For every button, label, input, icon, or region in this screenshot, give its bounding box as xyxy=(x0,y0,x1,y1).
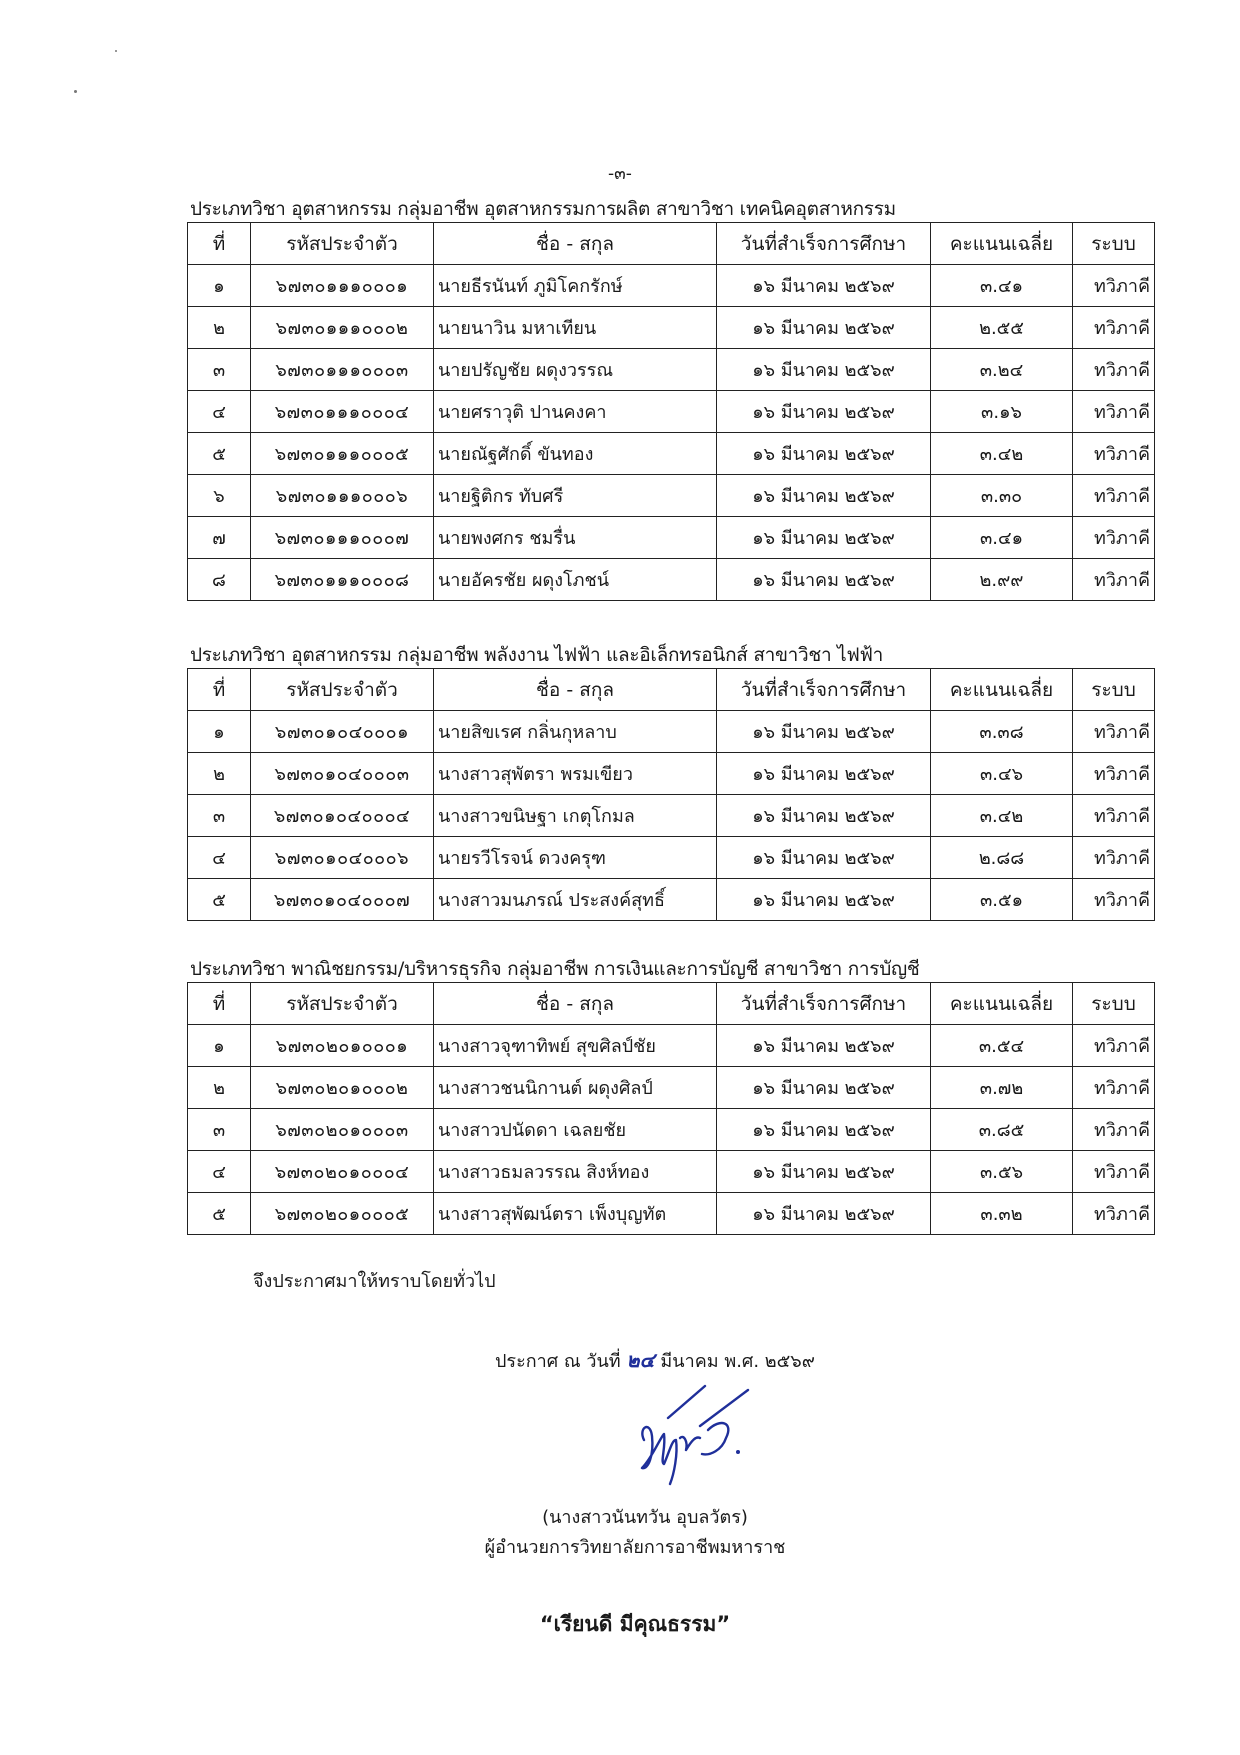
study-system: ทวิภาคี xyxy=(1073,795,1155,837)
signature-dot xyxy=(736,1450,740,1454)
graduation-date: ๑๖ มีนาคม ๒๕๖๙ xyxy=(717,307,931,349)
scan-speck xyxy=(115,50,117,52)
student-name: นางสาวสุพัฒน์ตรา เพ็งบุญทัต xyxy=(434,1193,717,1235)
table-row xyxy=(188,837,1155,879)
table-row xyxy=(188,1193,1155,1235)
signature-stroke xyxy=(702,1423,728,1454)
signature-stroke xyxy=(680,1437,700,1450)
student-id: ๖๗๓๐๑๑๑๐๐๐๕ xyxy=(251,433,434,475)
graduation-date: ๑๖ มีนาคม ๒๕๖๙ xyxy=(717,1067,931,1109)
header-gpa: คะแนนเฉลี่ย xyxy=(931,983,1073,1025)
study-system: ทวิภาคี xyxy=(1073,349,1155,391)
student-name: นางสาวขนิษฐา เกตุโกมล xyxy=(434,795,717,837)
study-system: ทวิภาคี xyxy=(1073,517,1155,559)
header-gpa: คะแนนเฉลี่ย xyxy=(931,223,1073,265)
table-row xyxy=(188,475,1155,517)
gpa-score: ๓.๔๖ xyxy=(931,753,1073,795)
gpa-score: ๓.๔๑ xyxy=(931,517,1073,559)
graduation-date: ๑๖ มีนาคม ๒๕๖๙ xyxy=(717,753,931,795)
study-system: ทวิภาคี xyxy=(1073,265,1155,307)
gpa-score: ๒.๕๕ xyxy=(931,307,1073,349)
row-number: ๑ xyxy=(188,265,251,307)
study-system: ทวิภาคี xyxy=(1073,1109,1155,1151)
graduation-date: ๑๖ มีนาคม ๒๕๖๙ xyxy=(717,711,931,753)
header-system: ระบบ xyxy=(1073,983,1155,1025)
student-name: นางสาวชนนิกานต์ ผดุงศิลป์ xyxy=(434,1067,717,1109)
student-id: ๖๗๓๐๑๐๔๐๐๐๑ xyxy=(251,711,434,753)
study-system: ทวิภาคี xyxy=(1073,879,1155,921)
student-id: ๖๗๓๐๑๑๑๐๐๐๓ xyxy=(251,349,434,391)
section-title: ประเภทวิชา พาณิชยกรรม/บริหารธุรกิจ กลุ่มอาชีพ การเงินและการบัญชี สาขาวิชา การบัญชี xyxy=(190,958,920,980)
header-system: ระบบ xyxy=(1073,223,1155,265)
header-full-name: ชื่อ - สกุล xyxy=(434,983,717,1025)
graduation-date: ๑๖ มีนาคม ๒๕๖๙ xyxy=(717,1025,931,1067)
study-system: ทวิภาคี xyxy=(1073,1025,1155,1067)
header-full-name: ชื่อ - สกุล xyxy=(434,223,717,265)
section-title: ประเภทวิชา อุตสาหกรรม กลุ่มอาชีพ อุตสาหกรรมการผลิต สาขาวิชา เทคนิคอุตสาหกรรม xyxy=(190,198,896,220)
student-id: ๖๗๓๐๑๑๑๐๐๐๖ xyxy=(251,475,434,517)
signature-stroke xyxy=(668,1386,705,1418)
announcement-prefix: ประกาศ ณ วันที่ xyxy=(495,1351,621,1372)
row-number: ๕ xyxy=(188,879,251,921)
table-row xyxy=(188,1025,1155,1067)
student-id: ๖๗๓๐๑๑๑๐๐๐๑ xyxy=(251,265,434,307)
row-number: ๕ xyxy=(188,1193,251,1235)
table-header-row xyxy=(188,983,1155,1025)
row-number: ๓ xyxy=(188,1109,251,1151)
study-system: ทวิภาคี xyxy=(1073,475,1155,517)
signer-title: ผู้อำนวยการวิทยาลัยการอาชีพมหาราช xyxy=(484,1537,786,1558)
student-id: ๖๗๓๐๒๐๑๐๐๐๓ xyxy=(251,1109,434,1151)
row-number: ๒ xyxy=(188,753,251,795)
student-name: นายปรัญชัย ผดุงวรรณ xyxy=(434,349,717,391)
row-number: ๖ xyxy=(188,475,251,517)
graduates-table xyxy=(187,982,1155,1235)
graduation-date: ๑๖ มีนาคม ๒๕๖๙ xyxy=(717,559,931,601)
graduation-date: ๑๖ มีนาคม ๒๕๖๙ xyxy=(717,433,931,475)
section-title: ประเภทวิชา อุตสาหกรรม กลุ่มอาชีพ พลังงาน ไฟฟ้า และอิเล็กทรอนิกส์ สาขาวิชา ไฟฟ้า xyxy=(190,644,884,666)
student-name: นางสาวสุพัตรา พรมเขียว xyxy=(434,753,717,795)
student-id: ๖๗๓๐๑๐๔๐๐๐๔ xyxy=(251,795,434,837)
graduation-date: ๑๖ มีนาคม ๒๕๖๙ xyxy=(717,349,931,391)
graduation-date: ๑๖ มีนาคม ๒๕๖๙ xyxy=(717,1109,931,1151)
graduation-date: ๑๖ มีนาคม ๒๕๖๙ xyxy=(717,1151,931,1193)
row-number: ๔ xyxy=(188,837,251,879)
header-system: ระบบ xyxy=(1073,669,1155,711)
table-row xyxy=(188,559,1155,601)
study-system: ทวิภาคี xyxy=(1073,307,1155,349)
signer-name: (นางสาวนันทวัน อุบลวัตร) xyxy=(542,1507,748,1528)
student-name: นางสาวปนัดดา เฉลยชัย xyxy=(434,1109,717,1151)
gpa-score: ๓.๕๑ xyxy=(931,879,1073,921)
table-row xyxy=(188,391,1155,433)
gpa-score: ๓.๔๒ xyxy=(931,433,1073,475)
gpa-score: ๓.๔๑ xyxy=(931,265,1073,307)
row-number: ๓ xyxy=(188,349,251,391)
table-header-row xyxy=(188,669,1155,711)
study-system: ทวิภาคี xyxy=(1073,559,1155,601)
row-number: ๑ xyxy=(188,1025,251,1067)
gpa-score: ๓.๕๔ xyxy=(931,1025,1073,1067)
gpa-score: ๓.๓๘ xyxy=(931,711,1073,753)
header-no: ที่ xyxy=(188,983,251,1025)
row-number: ๒ xyxy=(188,307,251,349)
header-no: ที่ xyxy=(188,669,251,711)
header-grad-date: วันที่สำเร็จการศึกษา xyxy=(717,669,931,711)
student-id: ๖๗๓๐๑๑๑๐๐๐๘ xyxy=(251,559,434,601)
student-name: นายธีรนันท์ ภูมิโคกรักษ์ xyxy=(434,265,717,307)
table-row xyxy=(188,879,1155,921)
student-name: นายพงศกร ชมรื่น xyxy=(434,517,717,559)
table-row xyxy=(188,265,1155,307)
row-number: ๕ xyxy=(188,433,251,475)
student-name: นางสาวธมลวรรณ สิงห์ทอง xyxy=(434,1151,717,1193)
graduation-date: ๑๖ มีนาคม ๒๕๖๙ xyxy=(717,391,931,433)
study-system: ทวิภาคี xyxy=(1073,837,1155,879)
scan-speck xyxy=(74,90,77,93)
handwritten-signature xyxy=(630,1378,760,1488)
study-system: ทวิภาคี xyxy=(1073,433,1155,475)
row-number: ๔ xyxy=(188,391,251,433)
graduates-table xyxy=(187,222,1155,601)
gpa-score: ๒.๙๙ xyxy=(931,559,1073,601)
gpa-score: ๓.๑๖ xyxy=(931,391,1073,433)
table-row xyxy=(188,1067,1155,1109)
student-name: นายฐิติกร ทับศรี xyxy=(434,475,717,517)
table-row xyxy=(188,349,1155,391)
graduation-date: ๑๖ มีนาคม ๒๕๖๙ xyxy=(717,517,931,559)
announcement-date xyxy=(495,1344,815,1376)
graduates-table xyxy=(187,668,1155,921)
graduation-date: ๑๖ มีนาคม ๒๕๖๙ xyxy=(717,837,931,879)
graduation-date: ๑๖ มีนาคม ๒๕๖๙ xyxy=(717,265,931,307)
graduation-date: ๑๖ มีนาคม ๒๕๖๙ xyxy=(717,475,931,517)
row-number: ๘ xyxy=(188,559,251,601)
header-student-id: รหัสประจำตัว xyxy=(251,669,434,711)
college-motto: “เรียนดี มีคุณธรรม” xyxy=(539,1612,731,1636)
row-number: ๒ xyxy=(188,1067,251,1109)
table-row xyxy=(188,795,1155,837)
header-grad-date: วันที่สำเร็จการศึกษา xyxy=(717,223,931,265)
header-student-id: รหัสประจำตัว xyxy=(251,223,434,265)
gpa-score: ๒.๘๘ xyxy=(931,837,1073,879)
student-id: ๖๗๓๐๑๐๔๐๐๐๗ xyxy=(251,879,434,921)
gpa-score: ๓.๕๖ xyxy=(931,1151,1073,1193)
graduation-date: ๑๖ มีนาคม ๒๕๖๙ xyxy=(717,795,931,837)
study-system: ทวิภาคี xyxy=(1073,711,1155,753)
row-number: ๑ xyxy=(188,711,251,753)
table-row xyxy=(188,433,1155,475)
gpa-score: ๓.๘๕ xyxy=(931,1109,1073,1151)
student-id: ๖๗๓๐๒๐๑๐๐๐๔ xyxy=(251,1151,434,1193)
study-system: ทวิภาคี xyxy=(1073,1151,1155,1193)
table-row xyxy=(188,517,1155,559)
header-grad-date: วันที่สำเร็จการศึกษา xyxy=(717,983,931,1025)
student-id: ๖๗๓๐๑๐๔๐๐๐๓ xyxy=(251,753,434,795)
announcement-suffix: มีนาคม พ.ศ. ๒๕๖๙ xyxy=(660,1351,815,1372)
student-id: ๖๗๓๐๑๑๑๐๐๐๗ xyxy=(251,517,434,559)
student-name: นายอัครชัย ผดุงโภชน์ xyxy=(434,559,717,601)
signature-stroke xyxy=(700,1390,748,1426)
student-id: ๖๗๓๐๒๐๑๐๐๐๕ xyxy=(251,1193,434,1235)
student-id: ๖๗๓๐๑๐๔๐๐๐๖ xyxy=(251,837,434,879)
student-name: นายนาวิน มหาเทียน xyxy=(434,307,717,349)
header-student-id: รหัสประจำตัว xyxy=(251,983,434,1025)
student-name: นายศราวุติ ปานคงคา xyxy=(434,391,717,433)
header-full-name: ชื่อ - สกุล xyxy=(434,669,717,711)
row-number: ๔ xyxy=(188,1151,251,1193)
header-gpa: คะแนนเฉลี่ย xyxy=(931,669,1073,711)
gpa-score: ๓.๒๔ xyxy=(931,349,1073,391)
row-number: ๗ xyxy=(188,517,251,559)
student-name: นายสิขเรศ กลิ่นกุหลาบ xyxy=(434,711,717,753)
graduation-date: ๑๖ มีนาคม ๒๕๖๙ xyxy=(717,1193,931,1235)
student-id: ๖๗๓๐๒๐๑๐๐๐๑ xyxy=(251,1025,434,1067)
study-system: ทวิภาคี xyxy=(1073,753,1155,795)
gpa-score: ๓.๗๒ xyxy=(931,1067,1073,1109)
table-row xyxy=(188,711,1155,753)
table-row xyxy=(188,753,1155,795)
header-no: ที่ xyxy=(188,223,251,265)
study-system: ทวิภาคี xyxy=(1073,1193,1155,1235)
gpa-score: ๓.๓๒ xyxy=(931,1193,1073,1235)
gpa-score: ๓.๔๒ xyxy=(931,795,1073,837)
row-number: ๓ xyxy=(188,795,251,837)
signature-stroke xyxy=(642,1427,677,1484)
student-id: ๖๗๓๐๑๑๑๐๐๐๔ xyxy=(251,391,434,433)
student-id: ๖๗๓๐๑๑๑๐๐๐๒ xyxy=(251,307,434,349)
closing-statement: จึงประกาศมาให้ทราบโดยทั่วไป xyxy=(253,1271,496,1292)
student-id: ๖๗๓๐๒๐๑๐๐๐๒ xyxy=(251,1067,434,1109)
student-name: นางสาวมนภรณ์ ประสงค์สุทธิ์ xyxy=(434,879,717,921)
gpa-score: ๓.๓๐ xyxy=(931,475,1073,517)
table-row xyxy=(188,1151,1155,1193)
handwritten-day: ๒๔ xyxy=(626,1348,655,1372)
student-name: นายณัฐศักดิ์ ขันทอง xyxy=(434,433,717,475)
table-row xyxy=(188,307,1155,349)
study-system: ทวิภาคี xyxy=(1073,1067,1155,1109)
graduation-date: ๑๖ มีนาคม ๒๕๖๙ xyxy=(717,879,931,921)
student-name: นางสาวจุฑาทิพย์ สุขศิลป์ชัย xyxy=(434,1025,717,1067)
study-system: ทวิภาคี xyxy=(1073,391,1155,433)
student-name: นายรวีโรจน์ ดวงครุฑ xyxy=(434,837,717,879)
table-row xyxy=(188,1109,1155,1151)
page-number: -๓- xyxy=(608,164,632,184)
table-header-row xyxy=(188,223,1155,265)
